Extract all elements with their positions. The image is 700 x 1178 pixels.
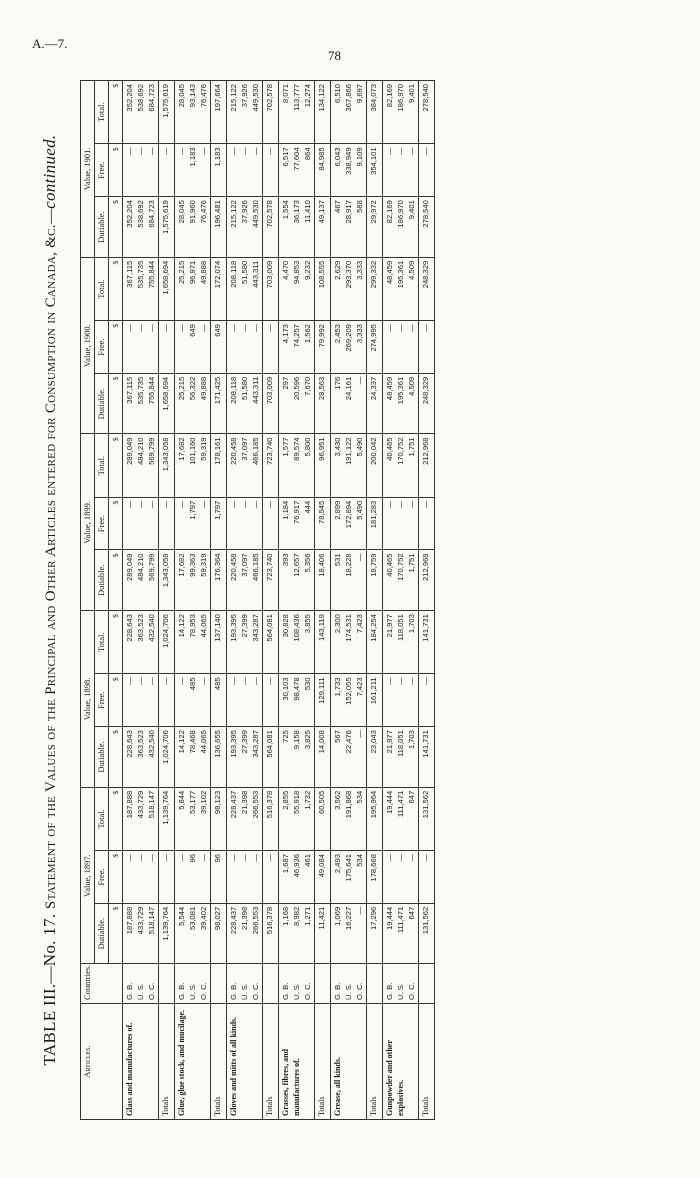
value-cell: — — — [123,674,159,727]
total-cell: — [159,851,175,904]
country-blank [159,964,175,1004]
page-number: 78 [328,48,341,63]
total-cell: 1,797 [211,497,227,550]
country-blank [263,964,279,1004]
header-countries: Countries. [81,964,123,1004]
value-cell: 220,458 37,097 466,185 [227,434,263,497]
title-prefix: TABLE III.—No. 17. [40,913,59,1066]
country-codes: G. B. U. S. O. C. [279,964,315,1004]
value-cell: 187,888 433,729 518,147 [123,787,159,850]
header-year: Value, 1897. [81,787,95,964]
country-blank [367,964,383,1004]
table-row [331,81,367,1120]
total-cell: 1,139,764 [159,903,175,964]
total-cell: 564,081 [263,611,279,674]
total-cell: — [419,851,435,904]
value-cell: 228,437 21,398 266,553 [227,787,263,850]
value-cell: 28,045 93,143 76,476 [175,81,211,144]
unit-mark: $ [109,903,123,964]
header-sub: Total. [95,81,109,144]
header-sub: Free. [95,851,109,904]
total-cell: 78,545 [315,497,331,550]
total-cell: 49,084 [315,851,331,904]
header-sub: Dutiable. [95,903,109,964]
header-year: Value, 1898. [81,611,95,788]
table-row [123,81,159,1120]
total-cell: 108,555 [315,257,331,320]
value-cell: — — — [123,851,159,904]
totals-row [159,81,175,1120]
total-cell: 200,042 [367,434,383,497]
total-cell: 723,740 [263,550,279,611]
value-cell: — — — [383,321,419,374]
total-cell: — [159,321,175,374]
totals-row [419,81,435,1120]
value-cell: 2,855 55,918 1,732 [279,787,315,850]
totals-label: Totals [211,1003,227,1119]
value-cell: 1,733 152,055 7,423 [331,674,367,727]
unit-mark: $ [109,497,123,550]
value-cell: 187,888 433,729 518,147 [123,903,159,964]
total-cell: — [263,674,279,727]
value-cell: 1,168 8,982 1,271 [279,903,315,964]
value-cell: 2,899 172,894 5,490 [331,497,367,550]
total-cell: 98,123 [211,787,227,850]
total-cell: 1,658,694 [159,373,175,434]
value-cell: 2,493 175,641 534 [331,851,367,904]
value-cell: 17,682 101,160 59,319 [175,434,211,497]
value-cell: 21,977 118,051 1,703 [383,611,419,674]
value-cell: 228,437 21,398 266,553 [227,903,263,964]
total-cell: 23,043 [367,727,383,788]
unit-mark: $ [109,851,123,904]
rotated-table-block [40,80,660,1120]
article-name: Gloves and mitts of all kinds. [227,1003,263,1119]
value-cell: 228,643 363,523 432,540 [123,611,159,674]
total-cell: 171,425 [211,373,227,434]
total-cell: — [419,674,435,727]
totals-row [315,81,331,1120]
total-cell: 141,731 [419,727,435,788]
header-sub: Total. [95,787,109,850]
total-cell: 1,139,764 [159,787,175,850]
country-codes: G. B. U. S. O. C. [175,964,211,1004]
value-cell: 6,517 77,604 864 [279,144,315,197]
total-cell: 703,009 [263,257,279,320]
total-cell: 136,655 [211,727,227,788]
total-cell: 18,759 [367,550,383,611]
unit-mark: $ [109,550,123,611]
country-codes: G. B. U. S. O. C. [123,964,159,1004]
table-row [175,81,211,1120]
totals-label: Totals [159,1003,175,1119]
total-cell: 278,540 [419,197,435,258]
header-sub: Dutiable. [95,197,109,258]
totals-label: Totals [315,1003,331,1119]
value-cell: 4,173 74,257 1,562 [279,321,315,374]
page-id: A.—7. [32,36,68,51]
value-cell: 1,184 76,917 444 [279,497,315,550]
header-sub: Free. [95,321,109,374]
total-cell: 178,161 [211,434,227,497]
table-row [279,81,315,1120]
value-cell: 289,049 484,210 569,799 [123,434,159,497]
value-cell: 3,562 191,868 534 [331,787,367,850]
country-codes: G. B. U. S. O. C. [383,964,419,1004]
total-cell: 384,073 [367,81,383,144]
total-cell: 1,658,694 [159,257,175,320]
value-cell: 352,204 538,692 684,723 [123,81,159,144]
unit-mark: $ [109,197,123,258]
total-cell: — [419,321,435,374]
header-sub: Total. [95,257,109,320]
table-title [40,80,60,1120]
total-cell: 96 [211,851,227,904]
value-cell: 2,300 174,531 7,423 [331,611,367,674]
value-cell: 467 28,917 588 [331,197,367,258]
header-sub: Free. [95,144,109,197]
value-cell: — — — [227,851,263,904]
totals-label: Totals [367,1003,383,1119]
total-cell: 702,578 [263,197,279,258]
header-year: Value, 1901. [81,81,95,258]
total-cell: 723,740 [263,434,279,497]
article-name: Glue, glue stock, and mucilage. [175,1003,211,1119]
unit-mark: $ [109,144,123,197]
value-cell: 48,459 195,361 4,509 [383,373,419,434]
country-blank [211,964,227,1004]
value-cell: 1,577 89,574 5,800 [279,434,315,497]
value-cell: — — — [123,321,159,374]
header-articles: Articles. [81,1003,123,1119]
value-cell: 220,458 37,097 466,185 [227,550,263,611]
total-cell: 248,329 [419,257,435,320]
value-cell: 228,643 363,523 432,540 [123,727,159,788]
value-cell: 48,459 195,361 4,509 [383,257,419,320]
total-cell: — [159,674,175,727]
value-cell: 193,395 27,399 343,287 [227,611,263,674]
total-cell: 11,421 [315,903,331,964]
total-cell: 184,254 [367,611,383,674]
value-cell: 367,115 535,735 755,844 [123,373,159,434]
value-cell: 367,115 535,735 755,844 [123,257,159,320]
value-cell: 5,844 53,177 39,102 [175,787,211,850]
value-cell: 30,103 98,478 530 [279,674,315,727]
statement-table [80,80,435,1120]
value-cell: 19,444 111,471 647 [383,787,419,850]
value-cell: 19,444 111,471 647 [383,903,419,964]
value-cell: — 1,797 — [175,497,211,550]
value-cell: 176 24,161 — [331,373,367,434]
total-cell: — [419,144,435,197]
total-cell: 79,992 [315,321,331,374]
value-cell: 6,043 338,949 9,109 [331,144,367,197]
total-cell: 196,481 [211,197,227,258]
value-cell: 5,544 53,081 39,402 [175,903,211,964]
value-cell: — 649 — [175,321,211,374]
total-cell: 178,668 [367,851,383,904]
total-cell: — [419,497,435,550]
value-cell: 208,118 51,580 443,311 [227,373,263,434]
header-sub: Free. [95,674,109,727]
total-cell: 176,364 [211,550,227,611]
total-cell: 702,578 [263,81,279,144]
value-cell: — — — [123,497,159,550]
article-name: Glass and manufactures of. [123,1003,159,1119]
article-name: Grease, all kinds. [331,1003,367,1119]
total-cell: 212,968 [419,434,435,497]
total-cell: — [159,497,175,550]
total-cell: 274,995 [367,321,383,374]
value-cell: 567 22,476 — [331,727,367,788]
total-cell: 278,540 [419,81,435,144]
header-year: Value, 1900. [81,257,95,434]
total-cell: 29,972 [367,197,383,258]
total-cell: 141,731 [419,611,435,674]
value-cell: 2,629 293,370 3,333 [331,257,367,320]
value-cell: — 96 — [175,851,211,904]
total-cell: 131,562 [419,787,435,850]
value-cell: 21,977 118,051 1,703 [383,727,419,788]
value-cell: 725 9,158 3,825 [279,727,315,788]
total-cell: 17,296 [367,903,383,964]
header-sub: Total. [95,611,109,674]
value-cell: — — — [383,674,419,727]
total-cell: 516,378 [263,787,279,850]
header-sub: Dutiable. [95,373,109,434]
total-cell: 96,951 [315,434,331,497]
value-cell: 393 12,657 5,356 [279,550,315,611]
total-cell: 161,211 [367,674,383,727]
total-cell: — [159,144,175,197]
total-cell: 649 [211,321,227,374]
total-cell: 49,137 [315,197,331,258]
value-cell: — 1,183 — [175,144,211,197]
totals-row [263,81,279,1120]
value-cell: — — — [123,144,159,197]
total-cell: 212,968 [419,550,435,611]
value-cell: 1,687 46,936 461 [279,851,315,904]
total-cell: — [263,321,279,374]
value-cell: 4,470 94,853 9,232 [279,257,315,320]
total-cell: 18,406 [315,550,331,611]
total-cell: 134,122 [315,81,331,144]
total-cell: 248,329 [419,373,435,434]
total-cell: 1,183 [211,144,227,197]
total-cell: 1,024,706 [159,611,175,674]
header-year: Value, 1899. [81,434,95,611]
value-cell: 297 20,596 7,670 [279,373,315,434]
total-cell: 137,140 [211,611,227,674]
total-cell: 28,563 [315,373,331,434]
value-cell: 193,395 27,399 343,287 [227,727,263,788]
value-cell: 40,465 170,752 1,751 [383,550,419,611]
total-cell: 485 [211,674,227,727]
value-cell: 352,204 538,692 684,723 [123,197,159,258]
value-cell: — 485 — [175,674,211,727]
total-cell: 354,101 [367,144,383,197]
value-cell: — — — [227,144,263,197]
unit-mark: $ [109,81,123,144]
table-row [227,81,263,1120]
value-cell: — — — [227,674,263,727]
total-cell: 14,008 [315,727,331,788]
value-cell: 215,122 37,926 449,530 [227,81,263,144]
unit-mark: $ [109,434,123,497]
total-cell: 24,337 [367,373,383,434]
total-cell: 181,283 [367,497,383,550]
value-cell: 3,430 191,122 5,490 [331,434,367,497]
unit-mark: $ [109,373,123,434]
value-cell: 17,682 99,363 59,319 [175,550,211,611]
title-suffix: continued. [40,134,59,209]
total-cell: 129,111 [315,674,331,727]
value-cell: 6,510 367,866 9,697 [331,81,367,144]
value-cell: 1,069 16,227 — [331,903,367,964]
total-cell: 60,505 [315,787,331,850]
total-cell: — [263,497,279,550]
value-cell: 25,215 96,971 49,888 [175,257,211,320]
totals-row [367,81,383,1120]
header-sub: Dutiable. [95,550,109,611]
value-cell: — — — [383,497,419,550]
country-codes: G. B. U. S. O. C. [331,964,367,1004]
value-cell: 82,169 186,970 9,401 [383,81,419,144]
unit-mark: $ [109,257,123,320]
value-cell: 14,122 78,953 44,065 [175,611,211,674]
total-cell: 131,562 [419,903,435,964]
header-sub: Free. [95,497,109,550]
total-cell: 197,664 [211,81,227,144]
value-cell: 2,453 269,209 3,333 [331,321,367,374]
total-cell: 84,985 [315,144,331,197]
totals-label: Totals [263,1003,279,1119]
total-cell: 703,009 [263,373,279,434]
unit-mark: $ [109,727,123,788]
total-cell: 1,343,058 [159,434,175,497]
value-cell: 1,554 36,173 11,410 [279,197,315,258]
total-cell: 1,575,619 [159,197,175,258]
total-cell: 195,964 [367,787,383,850]
value-cell: 8,071 113,777 12,274 [279,81,315,144]
unit-mark: $ [109,787,123,850]
value-cell: 82,169 186,970 9,401 [383,197,419,258]
unit-mark: $ [109,674,123,727]
header-sub: Total. [95,434,109,497]
total-cell: 143,119 [315,611,331,674]
value-cell: — — — [383,144,419,197]
value-cell: 289,049 484,210 569,799 [123,550,159,611]
total-cell: — [263,144,279,197]
country-blank [419,964,435,1004]
country-blank [315,964,331,1004]
total-cell: 98,027 [211,903,227,964]
value-cell: — — — [383,851,419,904]
value-cell: 531 18,228 — [331,550,367,611]
total-cell: 1,343,058 [159,550,175,611]
totals-row [211,81,227,1120]
article-name: Gunpowder and other explosives. [383,1003,419,1119]
total-cell: 1,024,706 [159,727,175,788]
total-cell: 564,081 [263,727,279,788]
total-cell: 299,332 [367,257,383,320]
value-cell: — — — [227,321,263,374]
header-sub: Dutiable. [95,727,109,788]
value-cell: 30,828 108,436 3,855 [279,611,315,674]
article-name: Grasses, fibres, and manufactures of. [279,1003,315,1119]
total-cell: 516,378 [263,903,279,964]
title-main: Statement of the Values of the Principal and Other Articles entered for Consumption in Canada, &c.— [43,208,59,910]
total-cell: 172,074 [211,257,227,320]
value-cell: — — — [227,497,263,550]
country-codes: G. B. U. S. O. C. [227,964,263,1004]
unit-mark: $ [109,611,123,674]
value-cell: 40,465 170,752 1,751 [383,434,419,497]
value-cell: 28,045 91,960 76,476 [175,197,211,258]
value-cell: 215,122 37,926 449,530 [227,197,263,258]
totals-label: Totals [419,1003,435,1119]
value-cell: 14,122 78,468 44,065 [175,727,211,788]
table-row [383,81,419,1120]
unit-mark: $ [109,321,123,374]
total-cell: — [263,851,279,904]
value-cell: 25,215 56,322 49,888 [175,373,211,434]
value-cell: 208,118 51,580 443,311 [227,257,263,320]
total-cell: 1,575,619 [159,81,175,144]
